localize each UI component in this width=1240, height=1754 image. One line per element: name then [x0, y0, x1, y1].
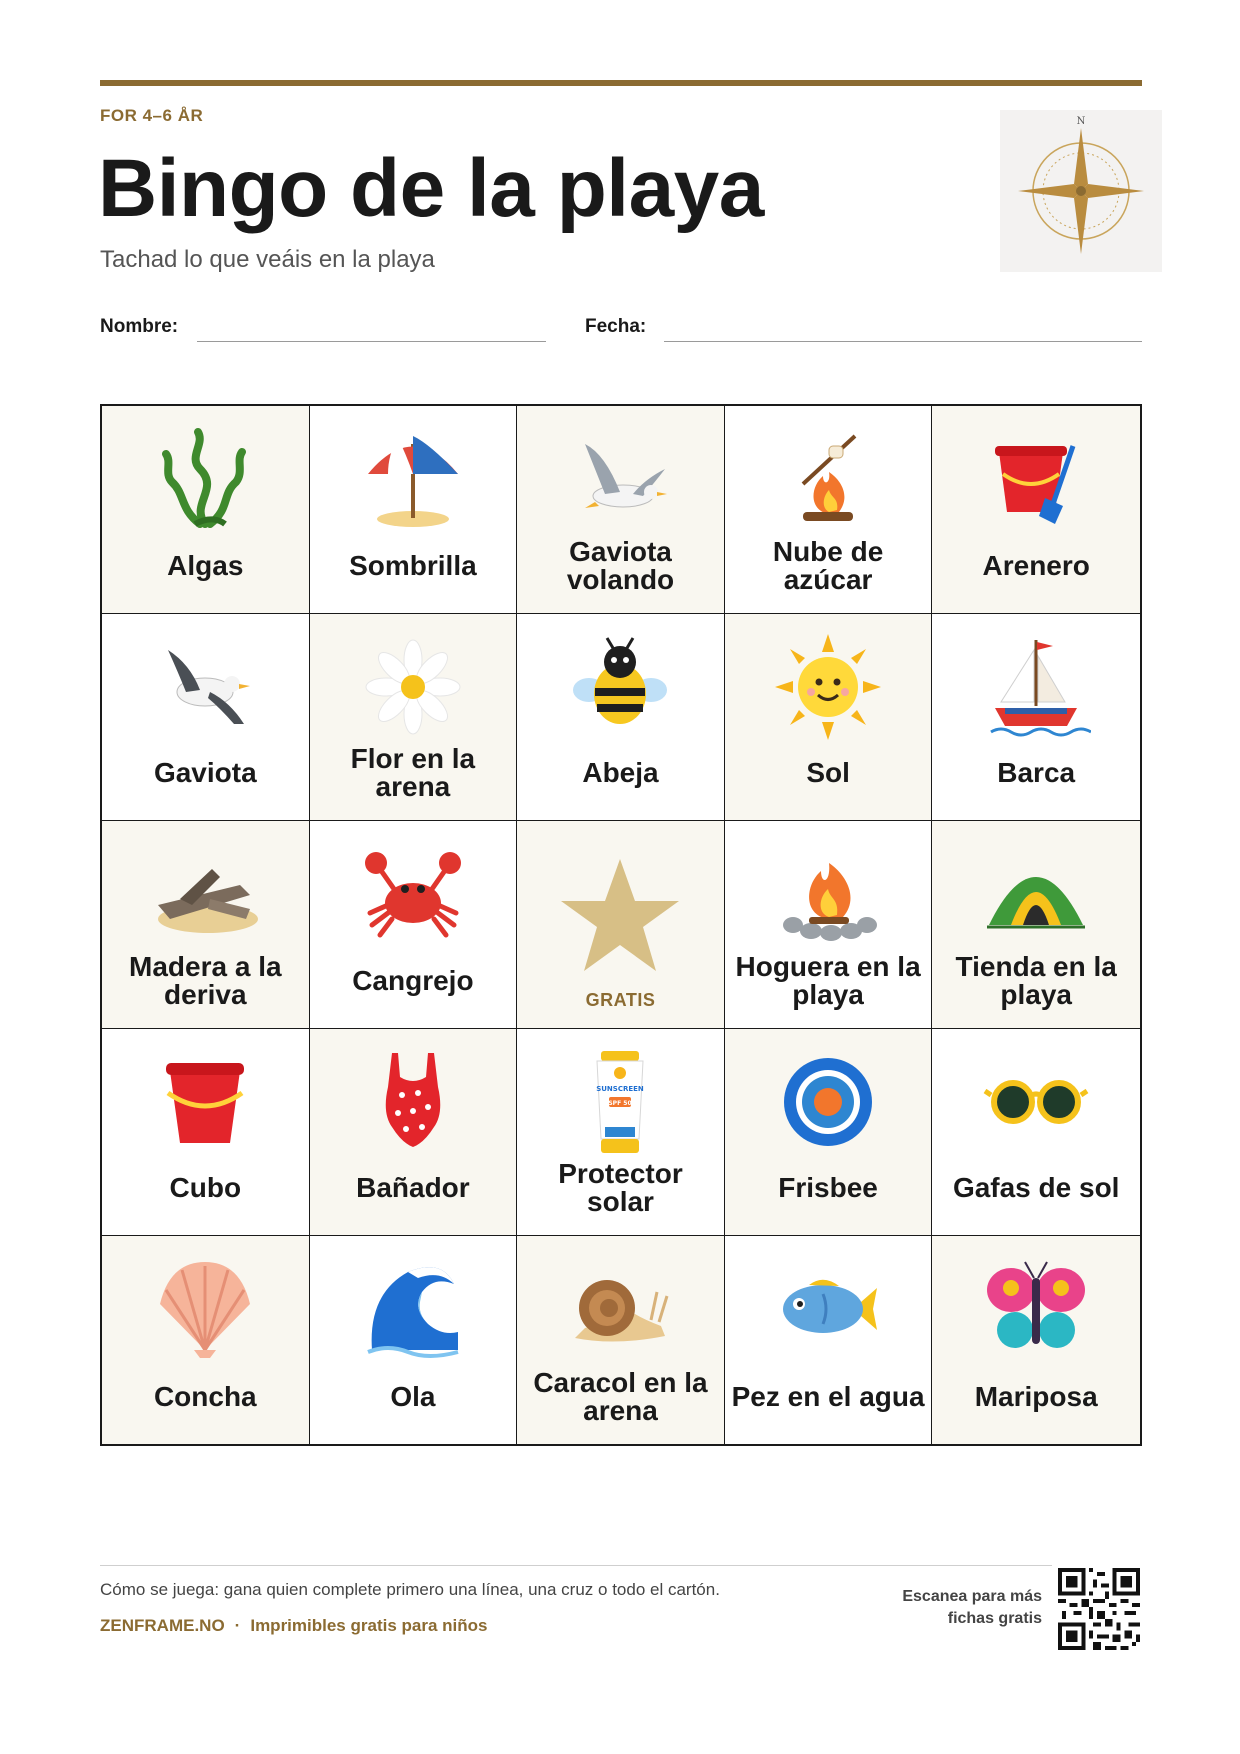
bingo-cell-madera-a-la-deriva[interactable]	[102, 821, 310, 1029]
cell-label: Hoguera en la playa	[735, 950, 921, 1010]
sunscreen-spf: SPF 50	[608, 1099, 633, 1107]
cell-label: Madera a la deriva	[129, 950, 282, 1010]
sunglasses-icon	[981, 1047, 1091, 1157]
page-subtitle: Tachad lo que veáis en la playa	[100, 246, 435, 273]
cell-label: Algas	[167, 549, 244, 581]
scan-line-1: Escanea para más	[902, 1588, 1042, 1605]
bingo-cell-flor-en-la-arena[interactable]	[310, 614, 518, 822]
bingo-cell-cubo[interactable]	[102, 1029, 310, 1237]
marshmallow-campfire-icon	[773, 424, 883, 534]
cell-label: Gafas de sol	[952, 1172, 1120, 1204]
how-to-play: Cómo se juega: gana quien complete primero una línea, una cruz o todo el cartón.	[100, 1580, 720, 1599]
scan-caption	[870, 1586, 1042, 1631]
scan-line-2: fichas gratis	[947, 1610, 1042, 1628]
brand-site-link[interactable]: ZENFRAME.NO	[100, 1616, 225, 1635]
bingo-cell-mariposa[interactable]	[932, 1236, 1140, 1444]
free-label: GRATIS	[585, 989, 656, 1010]
cell-label: Ola	[390, 1381, 436, 1412]
driftwood-icon	[150, 839, 260, 949]
footer-divider	[100, 1565, 1052, 1566]
bingo-cell-gaviota[interactable]	[102, 614, 310, 822]
cell-label: Sombrilla	[349, 549, 477, 581]
cell-label: Pez en el agua	[731, 1381, 925, 1412]
bee-icon	[565, 632, 675, 742]
brand-tagline: Imprimibles gratis para niños	[250, 1616, 488, 1635]
star-icon	[555, 851, 685, 981]
cell-label: Abeja	[582, 757, 659, 789]
bonfire-icon	[773, 839, 883, 949]
sun-icon	[773, 632, 883, 742]
cell-label: Bañador	[356, 1172, 470, 1204]
bingo-cell-gafas-de-sol[interactable]	[932, 1029, 1140, 1237]
compass-icon	[1000, 110, 1162, 272]
bingo-cell-frisbee[interactable]	[725, 1029, 933, 1237]
tent-icon	[981, 839, 1091, 949]
butterfly-icon	[981, 1254, 1091, 1364]
bingo-cell-algas[interactable]	[102, 406, 310, 614]
sailboat-icon	[981, 632, 1091, 742]
bingo-cell-concha[interactable]	[102, 1236, 310, 1444]
bingo-grid	[100, 404, 1142, 1446]
beach-umbrella-icon	[358, 424, 468, 534]
bingo-cell-ola[interactable]	[310, 1236, 518, 1444]
page-title: Bingo de la playa	[98, 143, 764, 234]
date-label: Fecha:	[585, 316, 647, 337]
seaweed-icon	[150, 424, 260, 534]
cell-label: Concha	[153, 1381, 257, 1412]
bingo-cell-protector-solar[interactable]	[517, 1029, 725, 1237]
bingo-cell-hoguera-en-la-playa[interactable]	[725, 821, 933, 1029]
brand-line	[100, 1616, 487, 1636]
name-field[interactable]	[197, 341, 546, 342]
cell-label: Protector solar	[558, 1158, 683, 1218]
bingo-cell-banador[interactable]	[310, 1029, 518, 1237]
fish-icon	[773, 1254, 883, 1364]
sunscreen-brand: SUNSCREEN	[596, 1084, 645, 1093]
cell-label: Arenero	[982, 549, 1090, 581]
wave-icon	[358, 1254, 468, 1364]
cell-label: Sol	[806, 757, 850, 789]
bucket-icon	[150, 1047, 260, 1157]
bingo-cell-abeja[interactable]	[517, 614, 725, 822]
cell-label: Mariposa	[974, 1381, 1098, 1412]
cell-label: Cubo	[169, 1172, 242, 1204]
qr-code[interactable]	[1058, 1568, 1140, 1650]
crab-icon	[358, 839, 468, 949]
seagull-icon	[150, 632, 260, 742]
bingo-cell-sol[interactable]	[725, 614, 933, 822]
bingo-cell-tienda-en-la-playa[interactable]	[932, 821, 1140, 1029]
bingo-cell-gaviota-volando[interactable]	[517, 406, 725, 614]
date-field[interactable]	[664, 341, 1142, 342]
seashell-icon	[150, 1254, 260, 1364]
name-label: Nombre:	[100, 316, 179, 337]
flying-seagull-icon	[565, 424, 675, 534]
cell-label: Cangrejo	[352, 964, 474, 996]
top-accent-bar	[100, 80, 1142, 86]
bingo-cell-sombrilla[interactable]	[310, 406, 518, 614]
bingo-cell-cangrejo[interactable]	[310, 821, 518, 1029]
cell-label: Gaviota	[153, 757, 257, 789]
cell-label: Gaviota volando	[566, 535, 675, 595]
bingo-cell-arenero[interactable]	[932, 406, 1140, 614]
cell-label: Frisbee	[778, 1172, 878, 1204]
swimsuit-icon	[358, 1047, 468, 1157]
sunscreen-icon	[565, 1047, 675, 1157]
daisy-icon	[358, 632, 468, 742]
cell-label: Barca	[997, 757, 1076, 789]
frisbee-icon	[773, 1047, 883, 1157]
cell-label: Tienda en la playa	[955, 950, 1117, 1010]
bucket-shovel-icon	[981, 424, 1091, 534]
bingo-cell-free[interactable]	[517, 821, 725, 1029]
bingo-cell-caracol-en-la-arena[interactable]	[517, 1236, 725, 1444]
bingo-cell-barca[interactable]	[932, 614, 1140, 822]
brand-separator: ·	[234, 1616, 241, 1635]
age-range: FOR 4–6 ÅR	[100, 106, 204, 125]
cell-label: Flor en la arena	[350, 743, 476, 803]
bingo-cell-pez-en-el-agua[interactable]	[725, 1236, 933, 1444]
bingo-cell-nube-de-azucar[interactable]	[725, 406, 933, 614]
cell-label: Caracol en la arena	[533, 1367, 708, 1426]
svg-text:N: N	[1076, 116, 1086, 127]
snail-icon	[565, 1254, 675, 1364]
cell-label: Nube de azúcar	[772, 535, 884, 595]
